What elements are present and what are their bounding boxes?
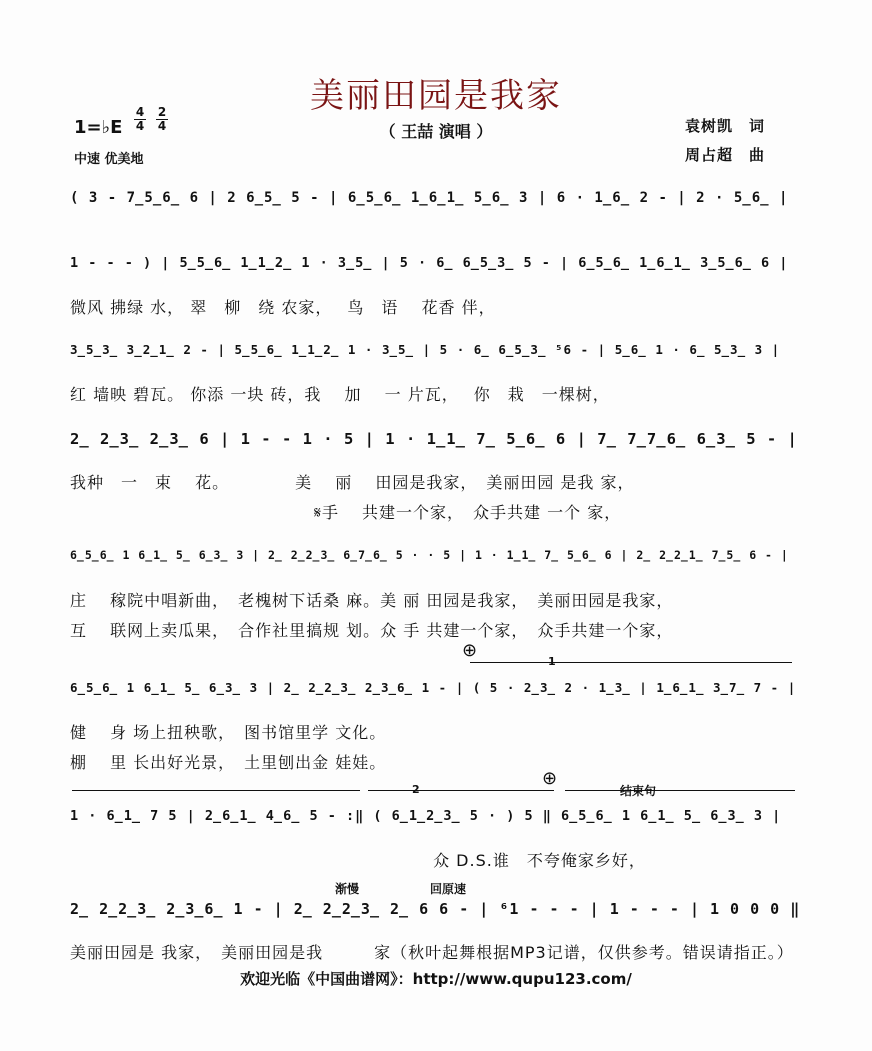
lyric-line: 互 联网上卖瓜果， 合作社里搞规 划。众 手 共建一个家， 众手共建一个家， [70,621,674,640]
notation-line: 2̲ 2̲2̲3̲ 2̲3̲6̲ 1 - | 2̲ 2̲2̲3̲ 2̲ 6 6 - | ⁶1 - - - | 1 - - - | 1 0 0 0 ‖ [70,900,801,918]
lyric-line: 微风 拂绿 水， 翠 柳 绕 农家， 鸟 语 花香 伴， [70,298,496,317]
lyricist-credit: 袁树凯 词 [685,117,766,135]
lyric-line: 庄 稼院中唱新曲， 老槐树下话桑 麻。美 丽 田园是我家， 美丽田园是我家， [70,591,674,610]
notation-line: 6̲5̲6̲ 1 6̲1̲ 5̲ 6̲3̲ 3 | 2̲ 2̲2̲3̲ 2̲3̲6̲ 1 - | ( 5 · 2̲3̲ 2 · 1̲3̲ | 1̲6̲1̲ 3̲7̲ 7 - | [70,680,797,695]
notation-line: 1 · 6̲1̲ 7 5 | 2̲6̲1̲ 4̲6̲ 5 - :‖ ( 6̲1̲2̲3̲ 5 · ) 5 ‖ 6̲5̲6̲ 1 6̲1̲ 5̲ 6̲3̲ 3 | [70,808,782,824]
second-ending-bracket [368,790,554,791]
coda-sign-1: ⊕ [462,640,478,661]
lyric-line: 棚 里 长出好光景， 土里刨出金 娃娃。 [70,753,387,772]
second-ending-label: 2 [412,783,420,796]
first-ending-continuation [72,790,360,791]
notation-line: 1 - - - ) | 5̲5̲6̲ 1̲1̲2̲ 1 · 3̲5̲ | 5 · 6̲ 6̲5̲3̲ 5 - | 6̲5̲6̲ 1̲6̲1̲ 3̲5̲6̲ 6 | [70,255,789,271]
score-line [70,808,800,870]
score-line [70,430,800,522]
score-line [70,900,801,962]
tempo-marking: 中速 优美地 [74,152,144,167]
performer-label: （ 王喆 演唱 ） [379,122,493,141]
lyric-line: 𝄋手 共建一个家， 众手共建 一个 家， [70,503,622,522]
footer-credit: 欢迎光临《中国曲谱网》：http://www.qupu123.com/ [240,970,632,988]
score-line [70,548,800,640]
score-line [70,342,800,404]
notation-line: ( 3 - 7̲5̲6̲ 6 | 2 6̲5̲ 5 - | 6̲5̲6̲ 1̲6̲1̲ 5̲6̲ 3 | 6 · 1̲6̲ 2 - | 2 · 5̲6̲ | [70,190,789,206]
score-line [70,680,800,772]
notation-line: 2̲ 2̲3̲ 2̲3̲ 6 | 1 - - 1 · 5 | 1 · 1̲1̲ 7̲ 5̲6̲ 6 | 7̲ 7̲7̲6̲ 6̲3̲ 5 - | [70,430,798,448]
lyric-line: 红 墙映 碧瓦。 你添 一块 砖，我 加 一 片瓦， 你 栽 一棵树， [70,385,610,404]
notation-line: 3̲5̲3̲ 3̲2̲1̲ 2 - | 5̲5̲6̲ 1̲1̲2̲ 1 · 3̲5̲ | 5 · 6̲ 6̲5̲3̲ ⁵6 - | 5̲6̲ 1 · 6̲ 5̲3̲ 3 | [70,342,781,357]
a-tempo-label: 回原速 [430,882,467,896]
composer-credit: 周占超 曲 [685,146,766,164]
first-ending-bracket [470,662,792,663]
lyric-line: 健 身 场上扭秧歌， 图书馆里学 文化。 [70,723,387,742]
score-line [70,190,800,226]
lyric-line: 众 D.S.谁 不夸俺家乡好， [70,851,646,870]
notation-line: 6̲5̲6̲ 1 6̲1̲ 5̲ 6̲3̲ 3 | 2̲ 2̲2̲3̲ 6̲7̲6̲ 5 · · 5 | 1 · 1̲1̲ 7̲ 5̲6̲ 6 | 2̲ 2̲2̲1̲ 7̲5̲ 6 - | [70,548,789,562]
song-title: 美丽田园是我家 [310,76,562,116]
first-ending-label: 1 [548,655,556,668]
end-phrase-bracket [565,790,795,791]
score-line [70,255,800,317]
end-phrase-label: 结束句 [620,784,657,798]
key-signature: 1=♭E [74,117,123,138]
coda-sign-2: ⊕ [542,768,558,789]
time-signature-4-4: 4 4 [135,105,145,133]
lyric-line: 我种 一 束 花。 美 丽 田园是我家， 美丽田园 是我 家， [70,473,635,492]
lyric-line: 美丽田园是 我家， 美丽田园是我 家（秋叶起舞根据MP3记谱，仅供参考。错误请指正。） [70,943,794,962]
ritardando-label: 渐慢 [335,882,360,896]
time-signature-2-4: 2 4 [157,105,167,133]
